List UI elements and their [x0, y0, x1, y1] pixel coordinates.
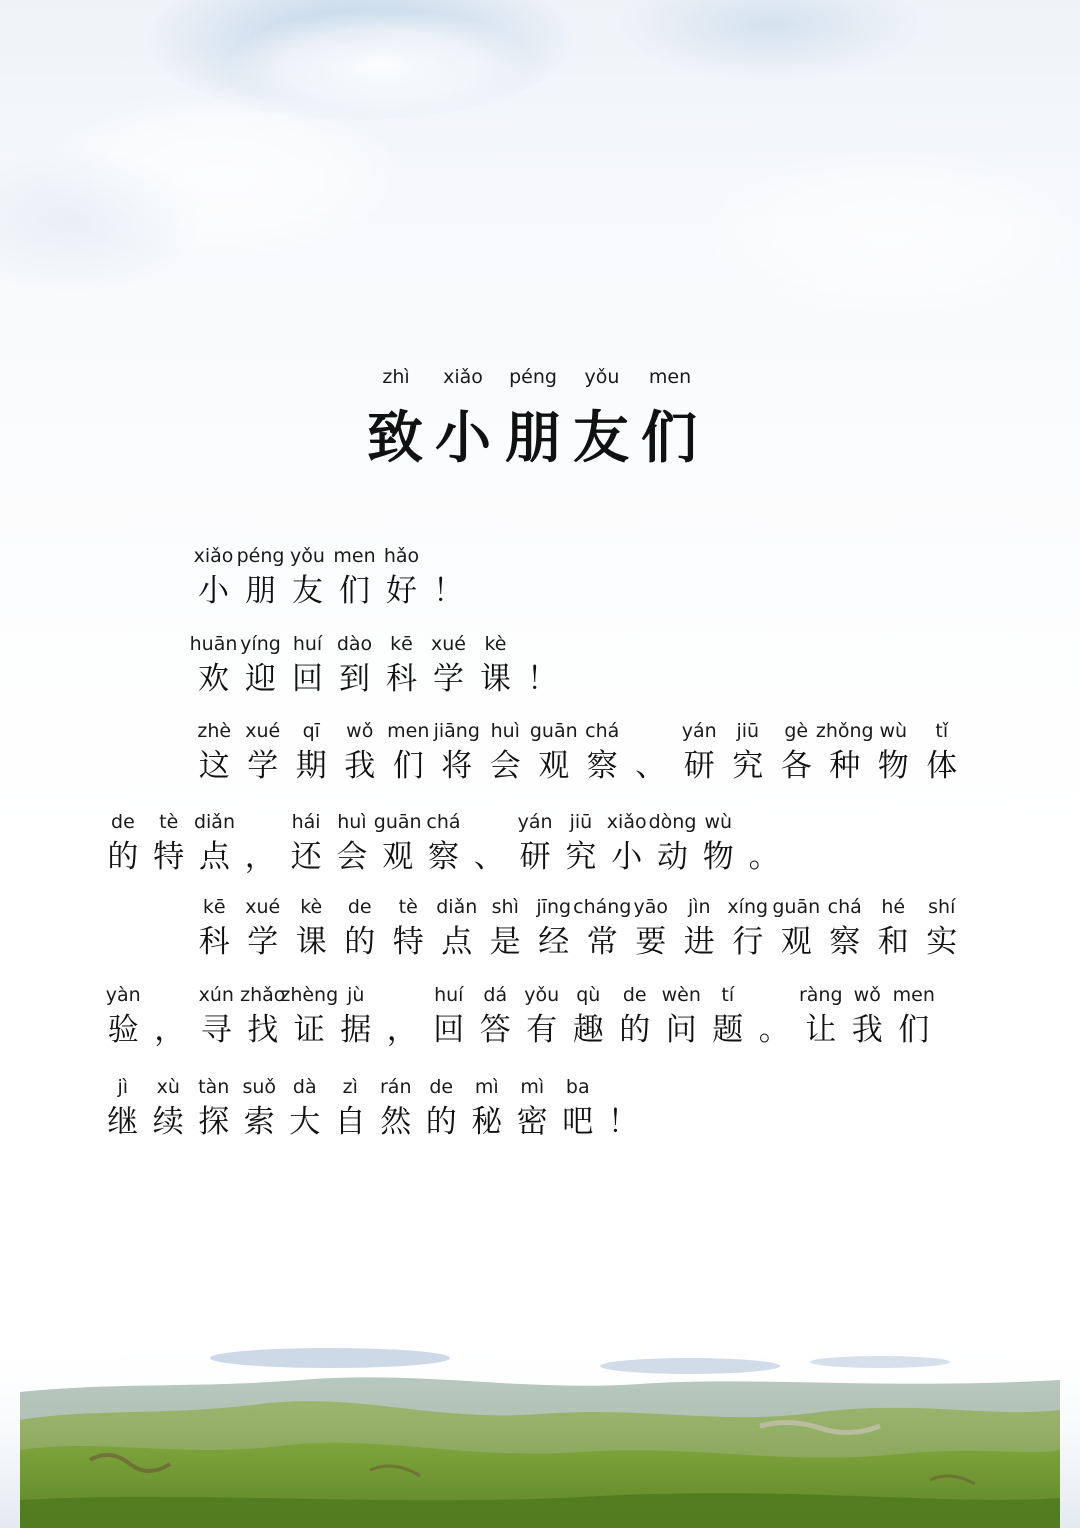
hanzi-character: 行 — [732, 924, 764, 960]
pinyin-syllable: rán — [380, 1076, 412, 1098]
pinyin-syllable: zhè — [197, 720, 232, 742]
hanzi-character: 体 — [926, 748, 958, 784]
pinyin-syllable: yàn — [105, 984, 141, 1006]
hanzi-character: 朋 — [245, 573, 276, 609]
pinyin-syllable: yíng — [240, 633, 281, 655]
pinyin-syllable: jiāng — [433, 720, 480, 742]
hanzi-character: 证 — [293, 1012, 325, 1048]
hanzi-character: 。 — [748, 839, 780, 875]
hanzi-character: 我 — [851, 1012, 883, 1048]
hanzi-character: 研 — [683, 748, 715, 784]
pinyin-syllable: dà — [292, 1076, 317, 1098]
hanzi-character: 科 — [386, 661, 417, 697]
hanzi-character: ， — [244, 839, 276, 875]
hanzi-character: 察 — [427, 839, 459, 875]
pinyin-syllable: huí — [292, 633, 323, 655]
hanzi-character: 的 — [425, 1104, 457, 1140]
hanzi-character: 常 — [586, 924, 618, 960]
hanzi-character: 期 — [295, 748, 327, 784]
pinyin-syllable: xué — [245, 720, 281, 742]
pinyin-syllable: de — [347, 896, 372, 918]
pinyin-syllable: jù — [347, 984, 365, 1006]
pinyin-syllable: huí — [434, 984, 464, 1006]
pinyin-syllable: guān — [529, 720, 578, 742]
title-pinyin: men — [648, 366, 692, 388]
hanzi-character: 这 — [198, 748, 230, 784]
hanzi-character: 密 — [516, 1104, 548, 1140]
hanzi-character: 会 — [336, 839, 368, 875]
hanzi-character: 点 — [441, 924, 473, 960]
hanzi-character: 察 — [829, 924, 861, 960]
pinyin-syllable: mì — [520, 1076, 545, 1098]
hanzi-character: 探 — [198, 1104, 230, 1140]
pinyin-syllable: yán — [681, 720, 717, 742]
hanzi-character: 到 — [339, 661, 370, 697]
pinyin-syllable: huì — [490, 720, 520, 742]
hanzi-character: 动 — [656, 839, 688, 875]
hanzi-character: 让 — [805, 1012, 837, 1048]
hanzi-character: 然 — [380, 1104, 412, 1140]
pinyin-syllable: yǒu — [524, 984, 560, 1006]
hanzi-character: 们 — [898, 1012, 930, 1048]
hanzi-character: 会 — [489, 748, 521, 784]
hanzi-character: 。 — [758, 1012, 790, 1048]
title-pinyin: yǒu — [584, 366, 620, 388]
hanzi-character: 进 — [683, 924, 715, 960]
text-line — [0, 896, 1080, 976]
landscape-illustration — [0, 1330, 1080, 1528]
hanzi-character: 索 — [243, 1104, 275, 1140]
hanzi-character: 观 — [780, 924, 812, 960]
hanzi-character: 的 — [107, 839, 139, 875]
title-pinyin: péng — [509, 366, 557, 388]
hanzi-character: 观 — [538, 748, 570, 784]
pinyin-syllable: xiǎo — [606, 811, 647, 833]
text-line — [0, 720, 1080, 800]
pinyin-syllable: qù — [576, 984, 601, 1006]
text-line — [0, 984, 1080, 1064]
title-char: 们 — [641, 405, 697, 471]
title-pinyin: zhì — [382, 366, 410, 388]
hanzi-character: 秘 — [471, 1104, 503, 1140]
pinyin-syllable: xué — [245, 896, 281, 918]
hanzi-character: 要 — [635, 924, 667, 960]
hanzi-character: 究 — [565, 839, 597, 875]
pinyin-syllable: guān — [772, 896, 821, 918]
hanzi-character: 学 — [247, 924, 279, 960]
pinyin-syllable: kē — [390, 633, 413, 655]
hanzi-character: 是 — [489, 924, 521, 960]
pinyin-syllable: chá — [585, 720, 620, 742]
pinyin-syllable: tǐ — [935, 720, 949, 742]
pinyin-syllable: mì — [474, 1076, 499, 1098]
pinyin-syllable: ràng — [798, 984, 843, 1006]
pinyin-syllable: qī — [302, 720, 320, 742]
pinyin-syllable: men — [333, 545, 376, 567]
pinyin-syllable: yāo — [633, 896, 668, 918]
hanzi-character: 学 — [433, 661, 464, 697]
pinyin-syllable: zhèng — [280, 984, 339, 1006]
hanzi-character: 验 — [107, 1012, 139, 1048]
hanzi-character: 的 — [619, 1012, 651, 1048]
pinyin-syllable: jiū — [569, 811, 593, 833]
hanzi-character: 回 — [433, 1012, 465, 1048]
hanzi-character: 续 — [152, 1104, 184, 1140]
hanzi-character: 物 — [877, 748, 909, 784]
pinyin-syllable: dá — [483, 984, 508, 1006]
hanzi-character: 学 — [247, 748, 279, 784]
pinyin-syllable: diǎn — [193, 811, 235, 833]
pinyin-syllable: chá — [827, 896, 862, 918]
pinyin-syllable: yǒu — [290, 545, 325, 567]
pinyin-syllable: wèn — [661, 984, 701, 1006]
hanzi-character: 将 — [441, 748, 473, 784]
pinyin-syllable: kè — [300, 896, 323, 918]
hanzi-character: 问 — [665, 1012, 697, 1048]
hanzi-character: 友 — [292, 573, 323, 609]
text-line — [0, 811, 1080, 891]
pinyin-syllable: de — [622, 984, 647, 1006]
hanzi-character: 、 — [473, 839, 505, 875]
hanzi-character: ！ — [527, 661, 558, 697]
hanzi-character: 寻 — [200, 1012, 232, 1048]
title-char: 友 — [573, 405, 629, 471]
pinyin-syllable: hǎo — [383, 545, 420, 567]
hanzi-character: 趣 — [572, 1012, 604, 1048]
title-char: 致 — [367, 405, 423, 471]
hanzi-character: 察 — [586, 748, 618, 784]
hanzi-character: 种 — [829, 748, 861, 784]
pinyin-syllable: xíng — [727, 896, 769, 918]
hanzi-character: 们 — [392, 748, 424, 784]
pinyin-syllable: ba — [565, 1076, 590, 1098]
pinyin-syllable: shí — [928, 896, 956, 918]
pinyin-syllable: tí — [721, 984, 735, 1006]
hanzi-character: 研 — [519, 839, 551, 875]
hanzi-character: 小 — [611, 839, 643, 875]
pinyin-syllable: de — [429, 1076, 454, 1098]
hanzi-character: 特 — [153, 839, 185, 875]
hanzi-character: 课 — [480, 661, 511, 697]
hanzi-character: ， — [386, 1012, 418, 1048]
pinyin-syllable: shì — [491, 896, 519, 918]
pinyin-syllable: jiū — [736, 720, 760, 742]
pinyin-syllable: xiǎo — [193, 545, 234, 567]
pinyin-syllable: jīng — [536, 896, 572, 918]
hanzi-character: ， — [154, 1012, 186, 1048]
pinyin-syllable: kè — [484, 633, 507, 655]
title-pinyin: xiǎo — [443, 366, 483, 388]
pinyin-syllable: wǒ — [346, 720, 374, 742]
pinyin-syllable: xù — [156, 1076, 180, 1098]
pinyin-syllable: huì — [337, 811, 367, 833]
hanzi-character: 答 — [479, 1012, 511, 1048]
pinyin-syllable: jì — [117, 1076, 129, 1098]
pinyin-syllable: men — [892, 984, 935, 1006]
hanzi-character: 究 — [732, 748, 764, 784]
pinyin-syllable: suǒ — [242, 1076, 277, 1098]
pinyin-syllable: tàn — [198, 1076, 230, 1098]
pinyin-syllable: tè — [398, 896, 418, 918]
pinyin-syllable: guān — [373, 811, 422, 833]
pinyin-syllable: de — [111, 811, 135, 833]
pinyin-syllable: tè — [159, 811, 179, 833]
hanzi-character: 据 — [340, 1012, 372, 1048]
hanzi-character: 点 — [198, 839, 230, 875]
hanzi-character: 找 — [247, 1012, 279, 1048]
hanzi-character: 题 — [712, 1012, 744, 1048]
hanzi-character: 好 — [386, 573, 417, 609]
pinyin-syllable: dòng — [648, 811, 697, 833]
hanzi-character: 科 — [198, 924, 230, 960]
pinyin-syllable: jìn — [687, 896, 711, 918]
pinyin-syllable: cháng — [573, 896, 632, 918]
hanzi-character: 有 — [526, 1012, 558, 1048]
hanzi-character: 自 — [334, 1104, 366, 1140]
pinyin-syllable: kē — [202, 896, 226, 918]
text-line — [0, 1076, 1080, 1156]
hanzi-character: 继 — [107, 1104, 139, 1140]
hanzi-character: 迎 — [245, 661, 276, 697]
pinyin-syllable: xún — [198, 984, 234, 1006]
pinyin-syllable: diǎn — [436, 896, 478, 918]
hanzi-character: 欢 — [198, 661, 229, 697]
hanzi-character: 们 — [339, 573, 370, 609]
pinyin-syllable: men — [387, 720, 430, 742]
hanzi-character: 我 — [344, 748, 376, 784]
pinyin-syllable: zhǒng — [815, 720, 874, 742]
pinyin-syllable: gè — [784, 720, 809, 742]
hanzi-character: 经 — [538, 924, 570, 960]
hanzi-character: 回 — [292, 661, 323, 697]
hanzi-character: ！ — [433, 573, 464, 609]
pinyin-syllable: wù — [704, 811, 733, 833]
hanzi-character: 物 — [702, 839, 734, 875]
pinyin-syllable: zhǎo — [240, 984, 286, 1006]
hanzi-character: 课 — [295, 924, 327, 960]
text-line — [0, 545, 1080, 625]
pinyin-syllable: hái — [291, 811, 321, 833]
hanzi-character: 和 — [877, 924, 909, 960]
hanzi-character: 还 — [290, 839, 322, 875]
pinyin-syllable: zì — [342, 1076, 358, 1098]
pinyin-syllable: chá — [426, 811, 461, 833]
hanzi-character: 各 — [780, 748, 812, 784]
hanzi-character: 的 — [344, 924, 376, 960]
pinyin-syllable: wǒ — [853, 984, 881, 1006]
hanzi-character: 观 — [382, 839, 414, 875]
pinyin-syllable: hé — [881, 896, 906, 918]
hanzi-character: 大 — [289, 1104, 321, 1140]
title-char: 小 — [435, 405, 491, 471]
pinyin-syllable: huān — [189, 633, 238, 655]
title-char: 朋 — [505, 405, 561, 471]
hanzi-character: 小 — [198, 573, 229, 609]
hanzi-character: 实 — [926, 924, 958, 960]
pinyin-syllable: xué — [431, 633, 466, 655]
hanzi-character: 、 — [635, 748, 667, 784]
pinyin-syllable: wù — [879, 720, 908, 742]
hanzi-character: 特 — [392, 924, 424, 960]
pinyin-syllable: péng — [236, 545, 285, 567]
pinyin-syllable: yán — [517, 811, 553, 833]
text-line — [0, 633, 1080, 713]
hanzi-character: ！ — [607, 1104, 639, 1140]
hanzi-character: 吧 — [562, 1104, 594, 1140]
pinyin-syllable: dào — [336, 633, 373, 655]
